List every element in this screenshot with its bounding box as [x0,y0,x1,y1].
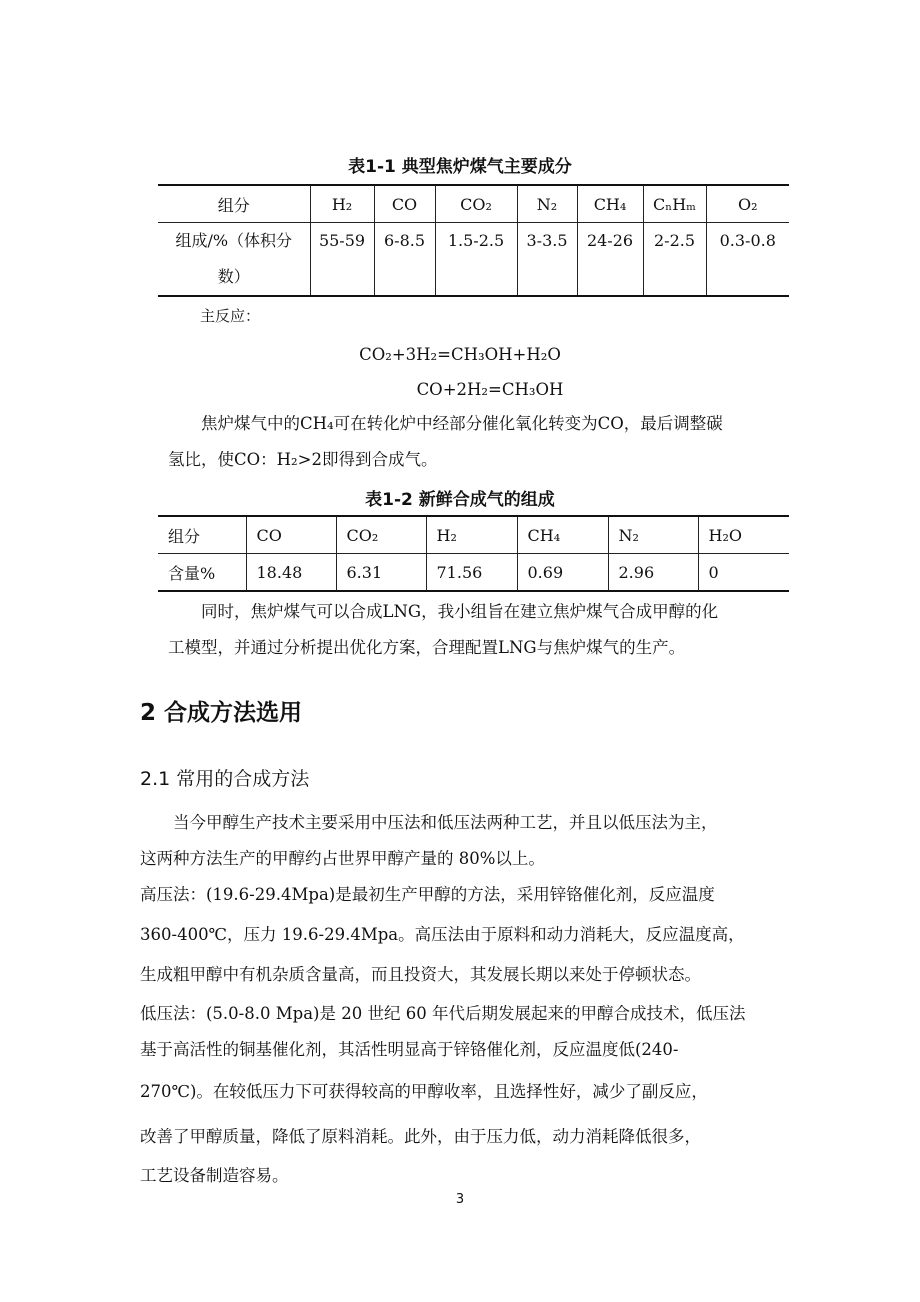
paragraph-5-line-1: 低压法：(5.0-8.0 Mpa)是 20 世纪 60 年代后期发展起来的甲醇合成技术，低压法 [140,1004,746,1023]
reaction-equation-2: CO+2H₂=CH₃OH [416,380,564,399]
table1-header-cell: H₂ [310,185,374,223]
paragraph-4-line-3: 生成粗甲醇中有机杂质含量高，而且投资大，其发展长期以来处于停顿状态。 [140,965,701,984]
table1-row-label-line2: 数） [217,267,250,286]
table1-header-cell: 组分 [158,185,310,223]
paragraph-5-line-3: 270℃)。在较低压力下可获得较高的甲醇收率，且选择性好，减少了副反应， [140,1082,708,1101]
table1-cell: 0.3-0.8 [706,223,789,297]
table2-cell: 含量% [168,563,216,583]
table1-data-row [158,223,789,297]
table2-cell: 71.56 [426,554,517,592]
table1-header-cell: CₙHₘ [643,185,706,223]
table1-header-cell: CO [374,185,435,223]
table2-header-cell: CO₂ [336,516,426,554]
table2-header-cell: CH₄ [517,516,608,554]
table2 [158,515,789,592]
paragraph-1-line-2: 氢比，使CO：H₂>2即得到合成气。 [168,450,438,469]
table1-cell: 3-3.5 [517,223,577,297]
paragraph-5 [140,996,745,1194]
paragraph-3 [140,805,718,877]
paragraph-3-line-2: 这两种方法生产的甲醇约占世界甲醇产量的 80%以上。 [140,849,545,868]
paragraph-3-line-1: 当今甲醇生产技术主要采用中压法和低压法两种工艺，并且以低压法为主， [173,813,718,832]
table2-cell: 0.69 [517,554,608,592]
table2-header-row [158,516,789,554]
paragraph-5-line-4: 改善了甲醇质量，降低了原料消耗。此外，由于压力低，动力消耗降低很多， [140,1127,701,1146]
section-heading: 2 合成方法选用 [140,700,303,726]
table1-header-cell: N₂ [517,185,577,223]
subsection-heading: 2.1 常用的合成方法 [140,768,310,790]
table1-cell: 2-2.5 [643,223,706,297]
paragraph-2 [168,594,718,666]
table1 [158,184,789,297]
table1-row-label-line1: 组成/%（体积分 [175,231,293,250]
table1-header-row [158,185,789,223]
paragraph-4-line-2: 360-400℃，压力 19.6-29.4Mpa。高压法由于原料和动力消耗大，反应温度高， [140,925,745,944]
table1-cell: 55-59 [310,223,374,297]
table1-header-cell: CH₄ [577,185,643,223]
paragraph-1 [168,406,723,478]
table2-caption: 表1-2 新鲜合成气的组成 [365,490,555,510]
table2-data-row [158,554,789,592]
table1-header-cell: CO₂ [435,185,517,223]
table2-header-cell: H₂ [426,516,517,554]
table1-header-cell: O₂ [706,185,789,223]
paragraph-4 [140,875,745,995]
reaction-equation-1: CO₂+3H₂=CH₃OH+H₂O [359,345,561,364]
table1-cell: 24-26 [577,223,643,297]
table2-header-cell: 组分 [158,516,246,554]
table1-cell: 1.5-2.5 [435,223,517,297]
table2-header-cell: N₂ [608,516,698,554]
table1-caption: 表1-1 典型焦炉煤气主要成分 [348,157,572,177]
table2-header-cell: CO [246,516,336,554]
main-reaction-label: 主反应： [200,307,261,325]
paragraph-5-line-2: 基于高活性的铜基催化剂，其活性明显高于锌铬催化剂，反应温度低(240- [140,1040,679,1059]
paragraph-2-line-1: 同时，焦炉煤气可以合成LNG，我小组旨在建立焦炉煤气合成甲醇的化 [201,602,719,621]
paragraph-2-line-2: 工模型，并通过分析提出优化方案，合理配置LNG与焦炉煤气的生产。 [168,638,686,657]
paragraph-5-line-5: 工艺设备制造容易。 [140,1166,289,1185]
table2-cell: 6.31 [336,554,426,592]
paragraph-1-line-1: 焦炉煤气中的CH₄可在转化炉中经部分催化氧化转变为CO，最后调整碳 [201,414,723,433]
table2-cell: 0 [698,554,789,592]
paragraph-4-line-1: 高压法：(19.6-29.4Mpa)是最初生产甲醇的方法，采用锌铬催化剂，反应温度 [140,885,715,904]
table2-cell: 2.96 [608,554,698,592]
table2-cell: 18.48 [246,554,336,592]
table1-row-label [158,223,310,297]
table1-cell: 6-8.5 [374,223,435,297]
page-number: 3 [455,1192,465,1207]
table2-header-cell: H₂O [698,516,789,554]
